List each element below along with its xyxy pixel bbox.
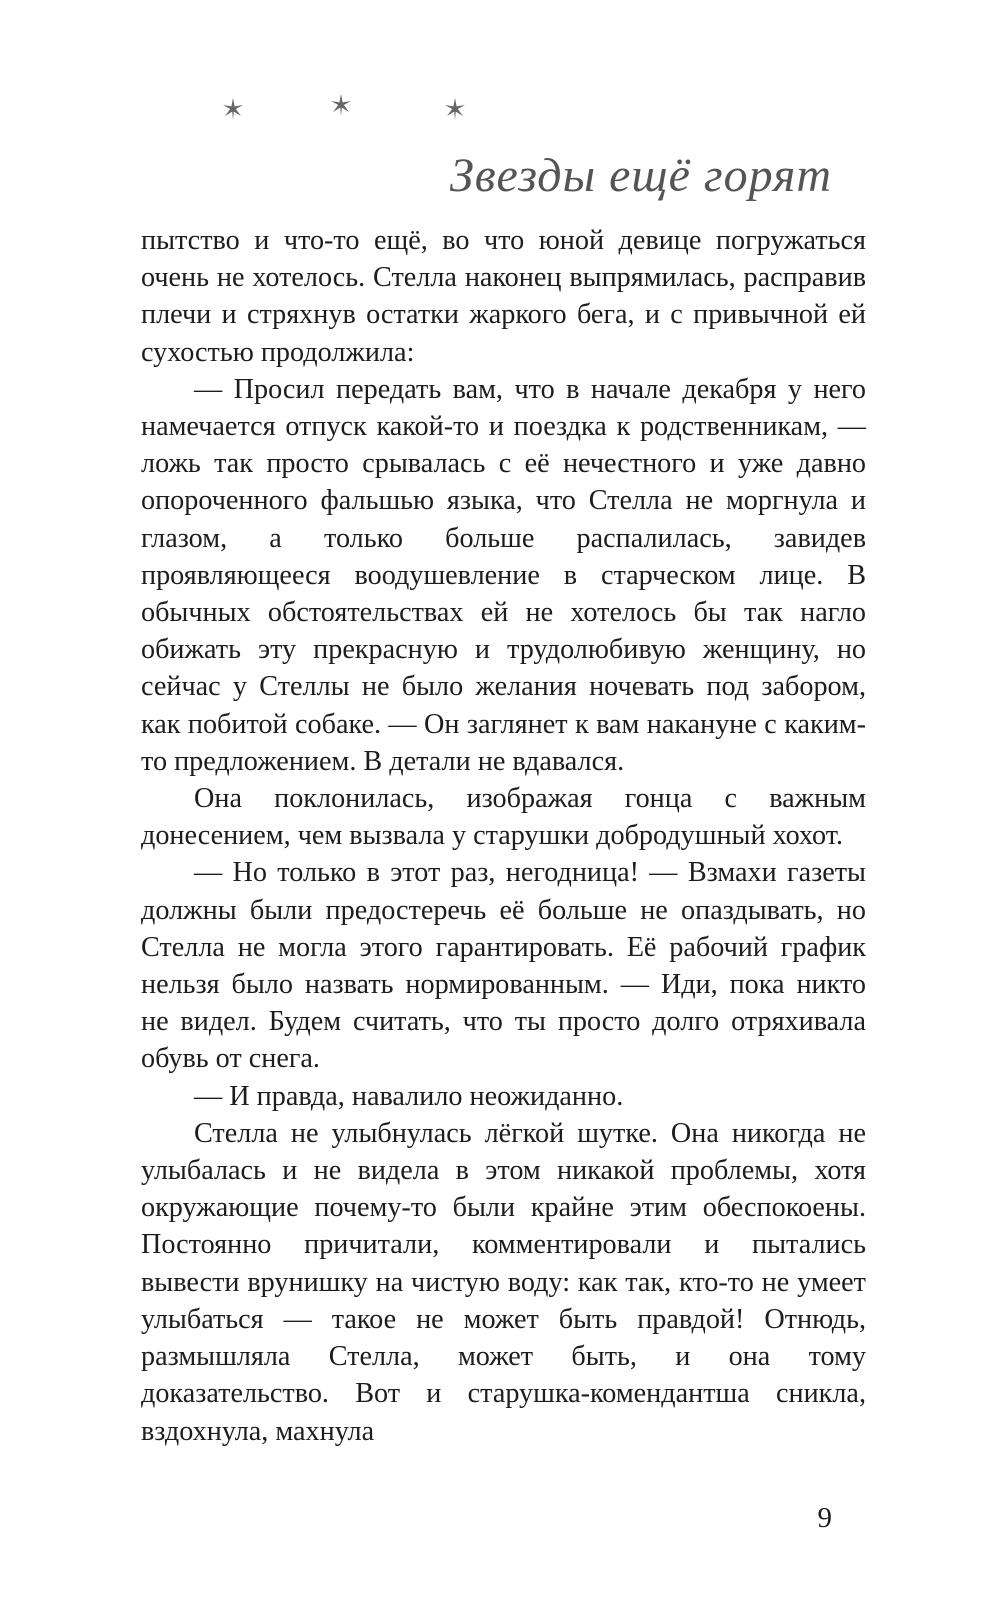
- sparkle-star-icon: [330, 94, 352, 116]
- page-number: 9: [817, 1502, 832, 1534]
- running-head: [450, 120, 832, 200]
- sparkle-star-icon: [444, 98, 466, 120]
- paragraph: — И правда, навалило неожиданно.: [194, 1080, 624, 1112]
- paragraph: Она поклонилась, изображая гонца с важным донесением, чем вызвала у старушки добродушный хохот.: [141, 783, 866, 852]
- running-head-title: Звезды ещё горят: [449, 149, 832, 202]
- paragraph: Стелла не улыбнулась лёгкой шутке. Она никогда не улыбалась и не видела в этом никакой проблемы, хотя окружающие почему-то были крайне этим обеспокоены. Постоянно причитали, комментировали и пытались вывести врунишку на чистую воду: как так, кто-то не умеет улыбаться — такое не может быть правдой! Отнюдь, размышляла Стелла, может быть, и она тому доказательство. Вот и старушка-комендантша сникла, вздохнула, махнула: [141, 1117, 866, 1447]
- sparkle-star-icon: [222, 98, 244, 120]
- paragraph: пытство и что-то ещё, во что юной девице погружаться очень не хотелось. Стелла наконец выпрямилась, расправив плечи и стряхнув остатки жаркого бега, и с привычной ей сухостью продолжила:: [141, 225, 866, 368]
- body-text: [141, 222, 866, 1450]
- paragraph: — Но только в этот раз, негодница! — Взмахи газеты должны были предостеречь её больше не опаздывать, но Стелла не могла этого гарантировать. Её рабочий график нельзя было назвать нормированным. — Иди, пока никто не видел. Будем считать, что ты просто долго отряхивала обувь от снега.: [141, 857, 866, 1075]
- paragraph: — Просил передать вам, что в начале декабря у него намечается отпуск какой-то и поездка к родственникам, — ложь так просто срывалась с её нечестного и уже давно опороченного фальшью языка, что Стелла не моргнула и глазом, а только больше распалилась, завидев проявляющееся воодушевление в старческом лице. В обычных обстоятельствах ей не хотелось бы так нагло обижать эту прекрасную и трудолюбивую женщину, но сейчас у Стеллы не было желания ночевать под забором, как побитой собаке. — Он заглянет к вам накануне с каким-то предложением. В детали не вдавался.: [141, 373, 866, 777]
